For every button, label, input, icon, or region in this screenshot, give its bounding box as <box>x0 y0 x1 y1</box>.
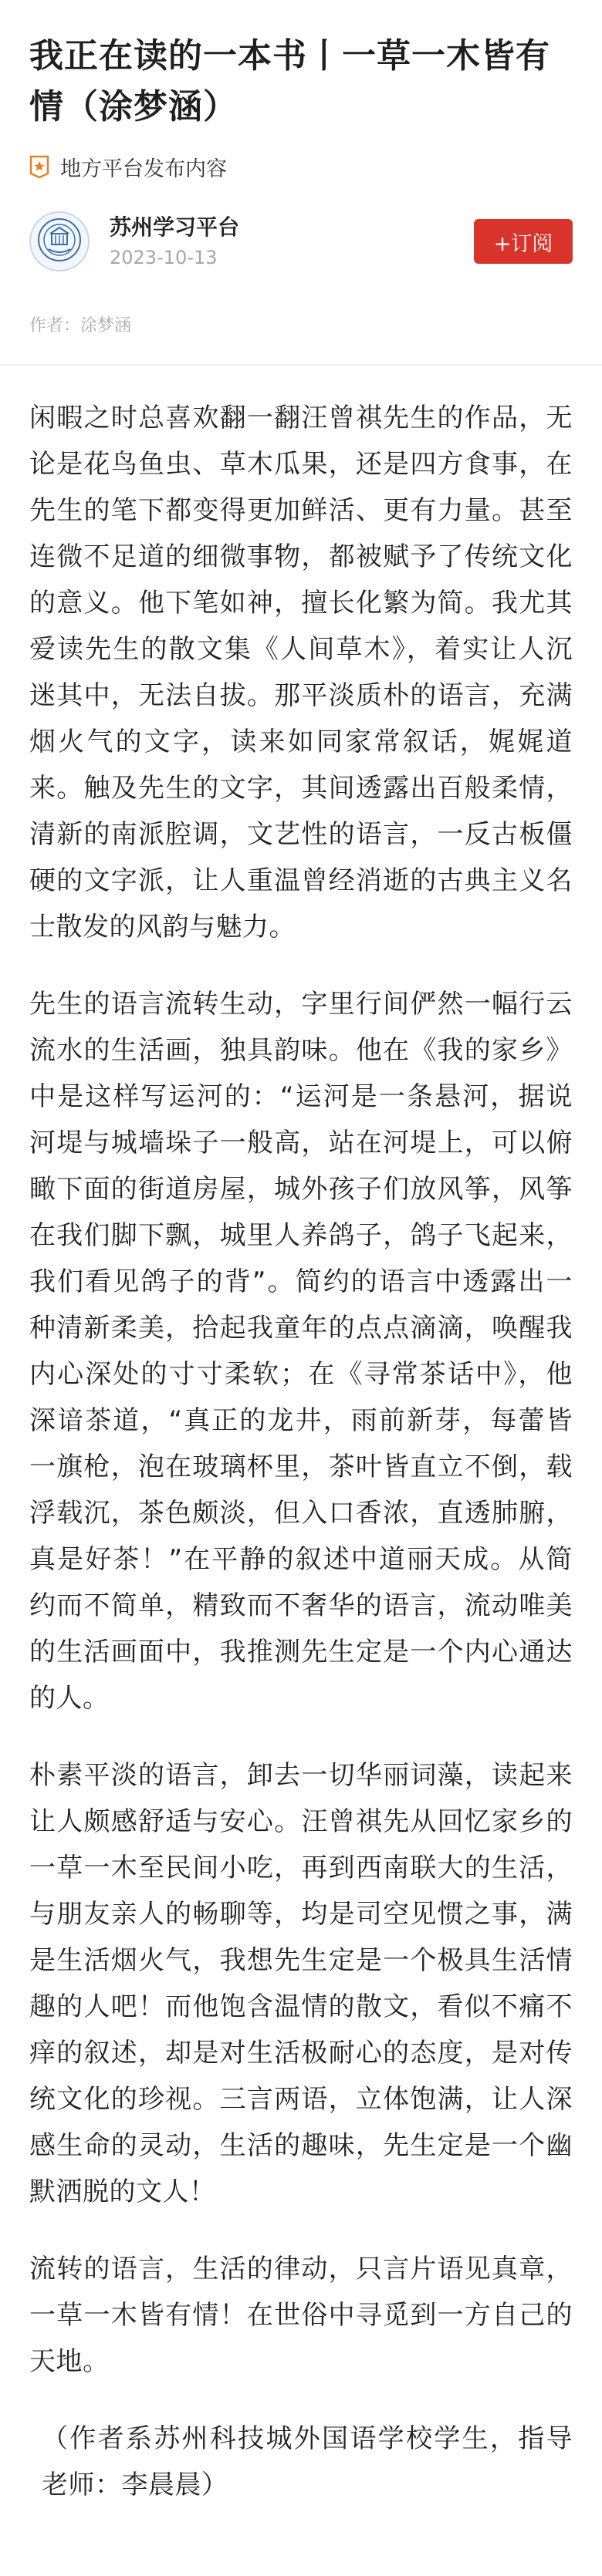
article-paragraph-3: 朴素平淡的语言，卸去一切华丽词藻，读起来让人颇感舒适与安心。汪曾祺先从回忆家乡的一草一木至民间小吃，再到西南联大的生活，与朋友亲人的畅聊等，均是司空见惯之事，满是生活烟火气，我想先生定是一个极具生活情趣的人吧！而他饱含温情的散文，看似不痛不痒的叙述，却是对生活极耐心的态度，是对传统文化的珍视。三言两语，立体饱满，让人深感生命的灵动，生活的趣味，先生定是一个幽默洒脱的文人！ <box>29 1760 573 2207</box>
account-meta <box>110 212 474 271</box>
emblem-icon <box>36 217 83 266</box>
source-label: 地方平台发布内容 <box>60 157 227 181</box>
author-note: （作者系苏州科技城外国语学校学生，指导老师：李晨晨） <box>42 2423 573 2500</box>
badge-icon <box>29 155 49 178</box>
account-name[interactable]: 苏州学习平台 <box>110 214 240 240</box>
article-paragraph-4: 流转的语言，生活的律动，只言片语见真章，一草一木皆有情！在世俗中寻觅到一方自己的天地。 <box>29 2254 573 2377</box>
author-line: 作者：涂梦涵 <box>29 316 132 335</box>
article-paragraph-2: 先生的语言流转生动，字里行间俨然一幅行云流水的生活画，独具韵味。他在《我的家乡》中是这样写运河的：“运河是一条悬河，据说河堤与城墙垛子一般高，站在河堤上，可以俯瞰下面的街道房屋，城外孩子们放风筝，风筝在我们脚下飘，城里人养鸽子，鸽子飞起来，我们看见鸽子的背”。简约的语言中透露出一种清新柔美，拾起我童年的点点滴滴，唤醒我内心深处的寸寸柔软；在《寻常茶话中》，他深谙茶道，“真正的龙井，雨前新芽，每蕾皆一旗枪，泡在玻璃杯里，茶叶皆直立不倒，载浮载沉，茶色颇淡，但入口香浓，直透肺腑，真是好茶！”在平静的叙述中道丽天成。从简约而不简单，精致而不奢华的语言，流动唯美的生活画面中，我推测先生定是一个内心通达的人。 <box>29 989 573 1714</box>
article-title: 我正在读的一本书丨一草一木皆有情（涂梦涵） <box>29 36 550 126</box>
article-body <box>29 395 573 2508</box>
article-paragraph-1: 闲暇之时总喜欢翻一翻汪曾祺先生的作品，无论是花鸟鱼虫、草木瓜果，还是四方食事，在先生的笔下都变得更加鲜活、更有力量。甚至连微不足道的细微事物，都被赋予了传统文化的意义。他下笔如神，擅长化繁为简。我尤其爱读先生的散文集《人间草木》，着实让人沉迷其中，无法自拔。那平淡质朴的语言，充满烟火气的文字，读来如同家常叙话，娓娓道来。触及先生的文字，其间透露出百般柔情，清新的南派腔调，文艺性的语言，一反古板僵硬的文字派，让人重温曾经消逝的古典主义名士散发的风韵与魅力。 <box>29 403 573 942</box>
source-line <box>29 151 573 182</box>
divider <box>0 364 602 366</box>
avatar[interactable] <box>29 211 90 271</box>
publish-date: 2023-10-13 <box>110 247 218 268</box>
account-row <box>29 210 573 273</box>
subscribe-button[interactable]: +订阅 <box>474 219 573 264</box>
